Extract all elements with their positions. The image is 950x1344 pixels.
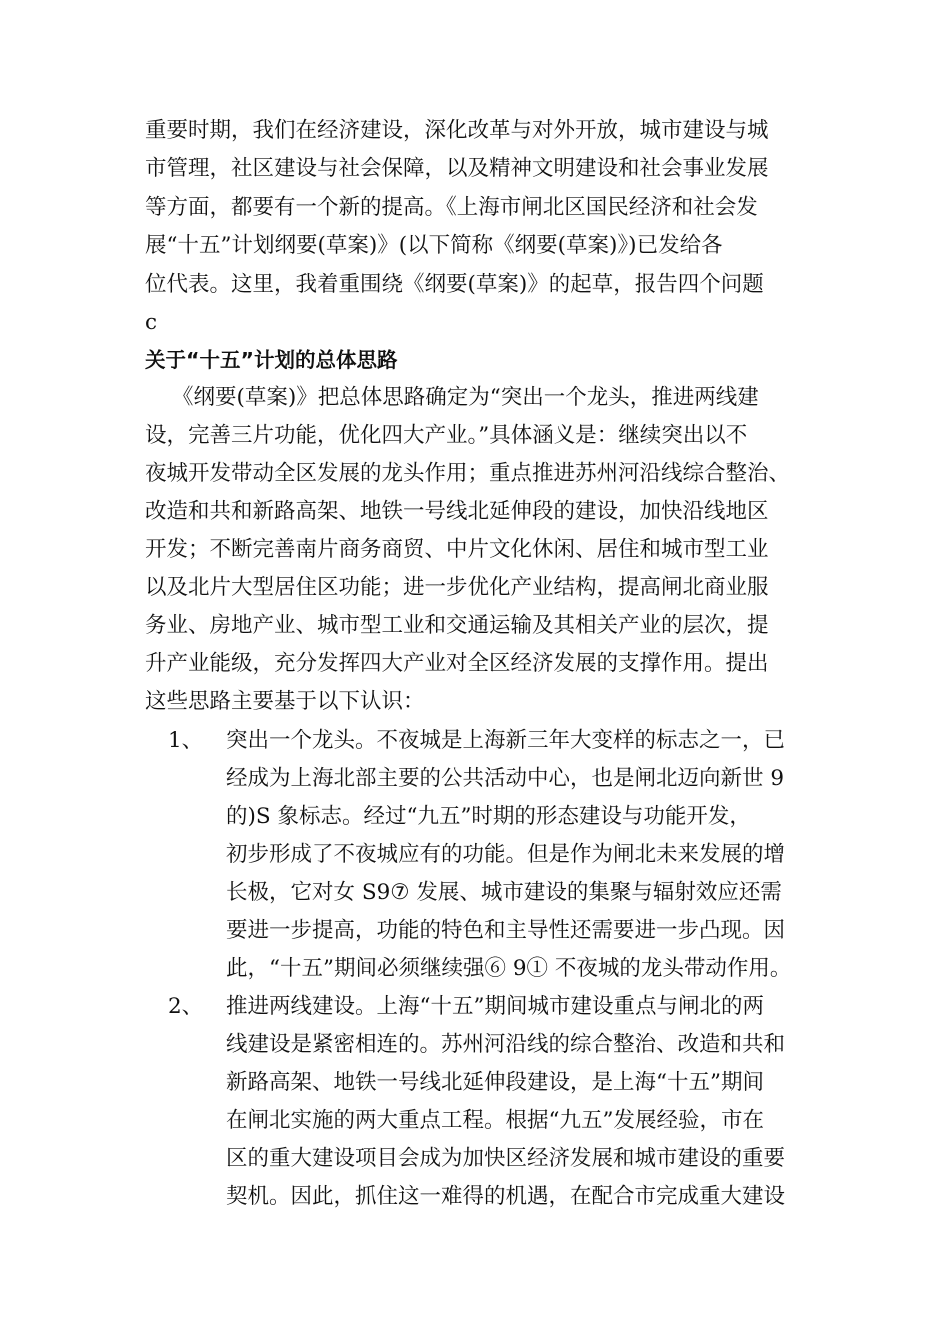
text-line: 开发；不断完善南片商务商贸、中片文化休闲、居住和城市型工业 xyxy=(145,537,769,562)
text-line: 新路高架、地铁一号线北延伸段建设，是上海“十五”期间 xyxy=(226,1070,764,1095)
text-line: 等方面，都要有一个新的提高。《上海市闸北区国民经济和社会发 xyxy=(145,195,758,220)
text-line: 夜城开发带动全区发展的龙头作用；重点推进苏州河沿线综合整治、 xyxy=(145,461,791,486)
text-line: 的)S 象标志。经过“九五”时期的形态建设与功能开发， xyxy=(226,804,751,829)
text-line: c xyxy=(145,310,158,335)
text-line: 市管理，社区建设与社会保障，以及精神文明建设和社会事业发展 xyxy=(145,156,769,181)
text-line: 长极，它对女 S9⑦ 发展、城市建设的集聚与辐射效应还需 xyxy=(226,880,782,905)
text-line: 《纲要(草案)》把总体思路确定为“突出一个龙头，推进两线建 xyxy=(172,385,759,410)
text-line: 初步形成了不夜城应有的功能。但是作为闸北未来发展的增 xyxy=(226,842,786,867)
text-line: 在闸北实施的两大重点工程。根据“九五”发展经验，市在 xyxy=(226,1108,764,1133)
text-line: 经成为上海北部主要的公共活动中心，也是闸北迈向新世 9 xyxy=(226,766,785,791)
text-line: 线建设是紧密相连的。苏州河沿线的综合整治、改造和共和 xyxy=(226,1032,786,1057)
list-item-number: 1、 xyxy=(168,728,204,753)
text-line: 这些思路主要基于以下认识： xyxy=(145,689,425,714)
text-line: 务业、房地产业、城市型工业和交通运输及其相关产业的层次，提 xyxy=(145,613,769,638)
text-line: 契机。因此，抓住这一难得的机遇，在配合市完成重大建设 xyxy=(226,1184,786,1209)
section-heading: 关于“十五”计划的总体思路 xyxy=(145,348,398,372)
text-line: 区的重大建设项目会成为加快区经济发展和城市建设的重要 xyxy=(226,1146,786,1171)
text-line: 推进两线建设。上海“十五”期间城市建设重点与闸北的两 xyxy=(226,994,764,1019)
text-line: 升产业能级，充分发挥四大产业对全区经济发展的支撑作用。提出 xyxy=(145,651,769,676)
text-line: 突出一个龙头。不夜城是上海新三年大变样的标志之一，已 xyxy=(226,728,786,753)
text-line: 改造和共和新路高架、地铁一号线北延伸段的建设，加快沿线地区 xyxy=(145,499,769,524)
text-line: 要进一步提高，功能的特色和主导性还需要进一步凸现。因 xyxy=(226,918,786,943)
text-line: 此，“十五”期间必须继续强⑥ 9① 不夜城的龙头带动作用。 xyxy=(226,956,792,981)
text-line: 以及北片大型居住区功能；进一步优化产业结构，提高闸北商业服 xyxy=(145,575,769,600)
list-item-number: 2、 xyxy=(168,994,204,1019)
text-line: 展“十五”计划纲要(草案)》(以下简称《纲要(草案)》)已发给各 xyxy=(145,233,723,258)
text-line: 设，完善三片功能，优化四大产业。”具体涵义是：继续突出以不 xyxy=(145,423,748,448)
text-line: 重要时期，我们在经济建设，深化改革与对外开放，城市建设与城 xyxy=(145,118,769,143)
text-line: 位代表。这里，我着重围绕《纲要(草案)》的起草，报告四个问题 xyxy=(145,272,764,297)
